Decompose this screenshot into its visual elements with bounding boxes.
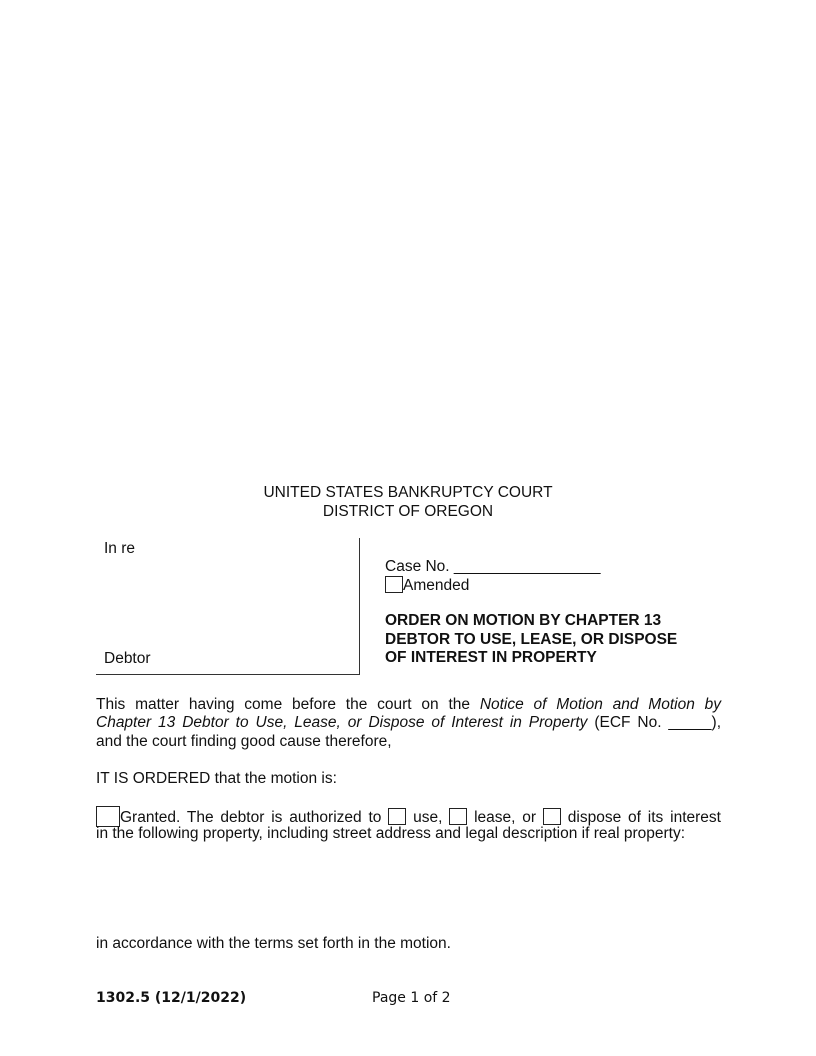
debtor-label: Debtor [104, 650, 151, 667]
title-line: DEBTOR TO USE, LEASE, OR DISPOSE [385, 630, 678, 648]
paragraph-line-1 [96, 696, 721, 714]
amended-label: Amended [403, 577, 470, 594]
case-number-field[interactable]: Case No. _________________ [385, 558, 601, 575]
court-district: DISTRICT OF OREGON [322, 503, 494, 520]
use-label: use, [413, 809, 443, 826]
lease-checkbox[interactable] [449, 808, 467, 825]
motion-title-italic: Chapter 13 Debtor to Use, Lease, or Dispose of Interest in Property [96, 714, 588, 731]
accordance-text: in accordance with the terms set forth in the motion. [96, 935, 451, 952]
order-title [385, 612, 677, 668]
text: This matter having come before the court on the [96, 696, 470, 713]
lease-label: lease, or [474, 809, 537, 826]
granted-row [96, 806, 721, 827]
title-line: OF INTEREST IN PROPERTY [385, 649, 597, 666]
dispose-label: dispose of its interest [567, 809, 721, 826]
title-line: ORDER ON MOTION BY CHAPTER 13 [385, 612, 662, 629]
granted-label: Granted. The debtor is authorized to [120, 809, 382, 826]
dispose-checkbox[interactable] [543, 808, 561, 825]
paragraph-line-2 [96, 714, 721, 732]
use-checkbox[interactable] [388, 808, 406, 825]
motion-title-italic: Notice of Motion and Motion by [479, 696, 721, 713]
in-re-label: In re [104, 540, 136, 557]
granted-checkbox[interactable] [96, 806, 120, 827]
amended-row [385, 576, 469, 595]
page-number: Page 1 of 2 [372, 990, 451, 1006]
granted-line-2: in the following property, including street address and legal description if real property: [96, 825, 686, 842]
paragraph-line-3: and the court finding good cause therefore, [96, 733, 392, 750]
form-id: 1302.5 (12/1/2022) [96, 990, 247, 1006]
ordered-text: IT IS ORDERED that the motion is: [96, 770, 337, 787]
court-name: UNITED STATES BANKRUPTCY COURT [263, 484, 553, 501]
amended-checkbox[interactable] [385, 576, 403, 593]
ecf-number: (ECF No. _____), [594, 714, 722, 731]
